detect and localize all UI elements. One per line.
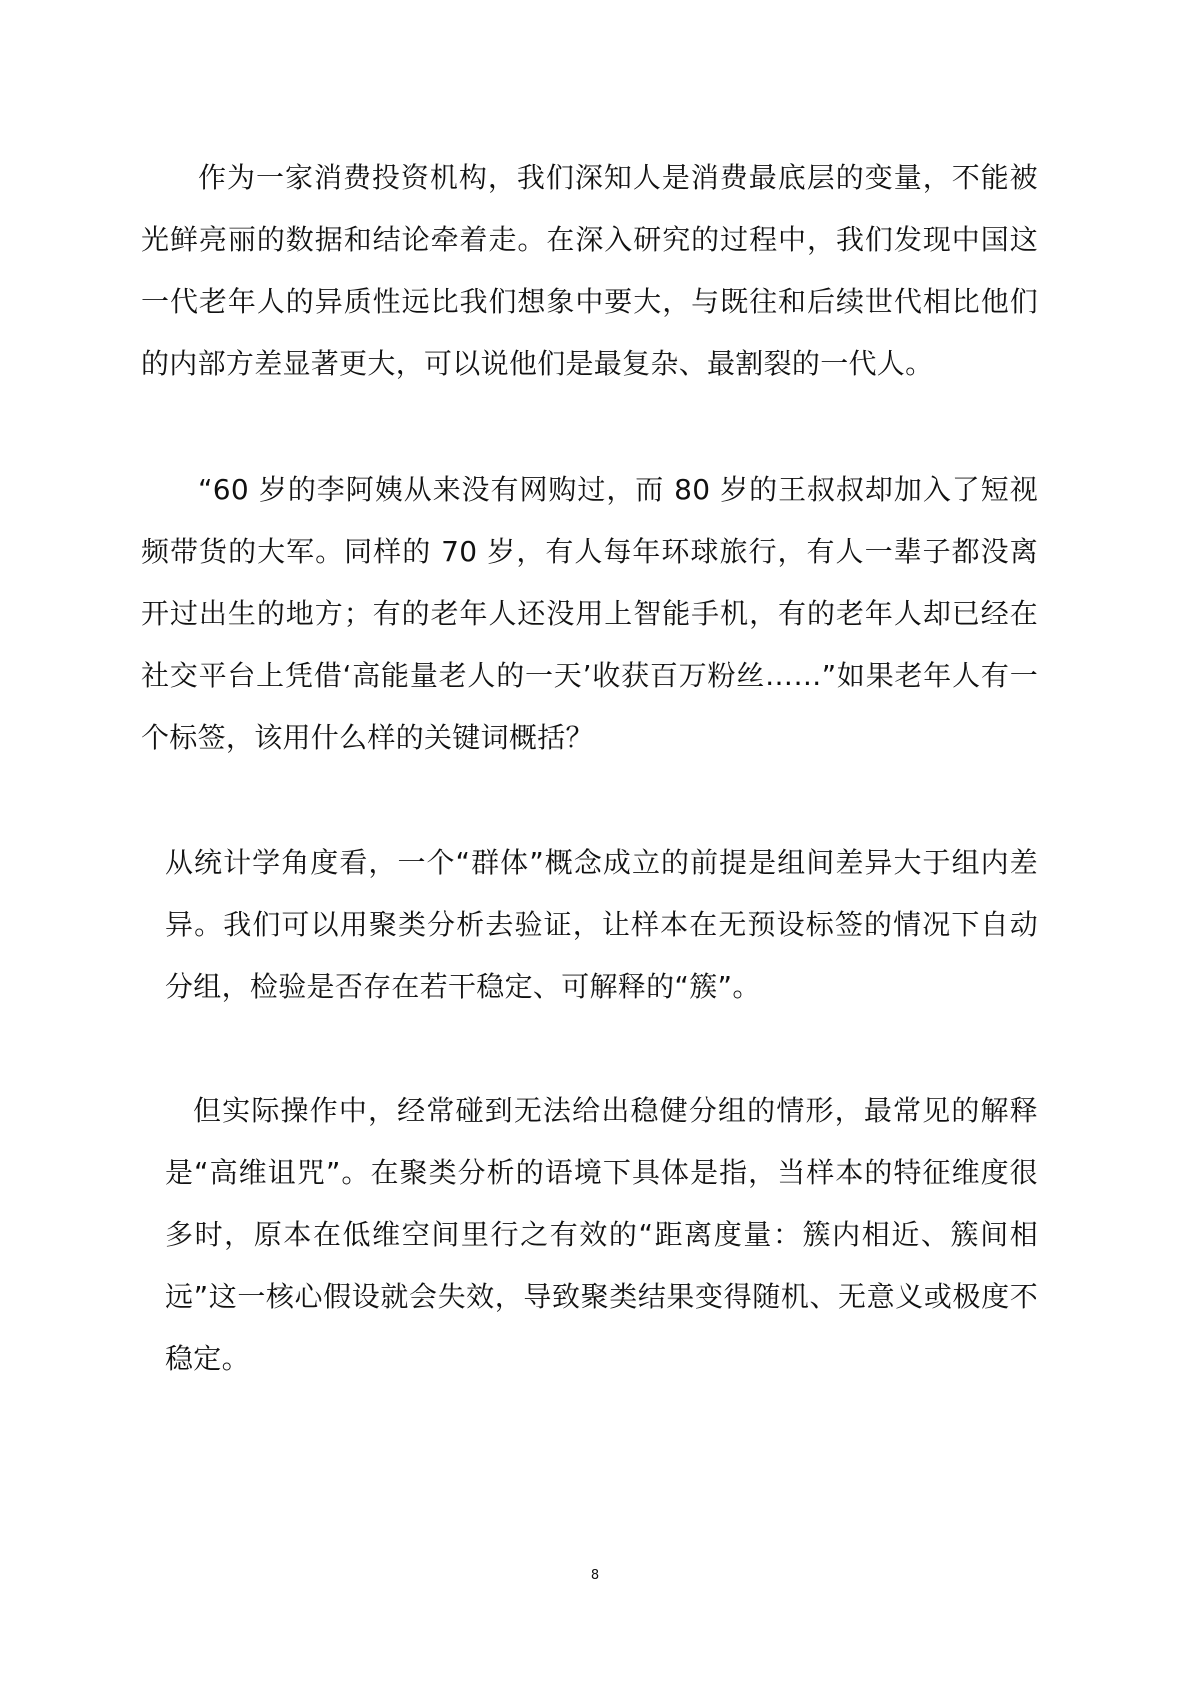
paragraph-elderly-examples: “60 岁的李阿姨从来没有网购过，而 80 岁的王叔叔却加入了短视频带货的大军。同样的 70 岁，有人每年环球旅行，有人一辈子都没离开过出生的地方；有的老年人还没用上智能手机，有的老年人却已经在社交平台上凭借‘高能量老人的一天’收获百万粉丝……”如果老年人有一个标签，该用什么样的关键词概括？ — [141, 473, 1038, 754]
page-number: 8 — [590, 1568, 600, 1583]
paragraph-curse-of-dimensionality: 但实际操作中，经常碰到无法给出稳健分组的情形，最常见的解释是“高维诅咒”。在聚类分析的语境下具体是指，当样本的特征维度很多时，原本在低维空间里行之有效的“距离度量：簇内相近、簇间相远”这一核心假设就会失效，导致聚类结果变得随机、无意义或极度不稳定。 — [165, 1094, 1038, 1375]
paragraph-cluster-analysis: 从统计学角度看，一个“群体”概念成立的前提是组间差异大于组内差异。我们可以用聚类分析去验证，让样本在无预设标签的情况下自动分组，检验是否存在若干稳定、可解释的“簇”。 — [165, 846, 1038, 1003]
paragraph-consumer-variable: 作为一家消费投资机构，我们深知人是消费最底层的变量，不能被光鲜亮丽的数据和结论牵着走。在深入研究的过程中，我们发现中国这一代老年人的异质性远比我们想象中要大，与既往和后续世代相比他们的内部方差显著更大，可以说他们是最复杂、最割裂的一代人。 — [141, 161, 1038, 380]
